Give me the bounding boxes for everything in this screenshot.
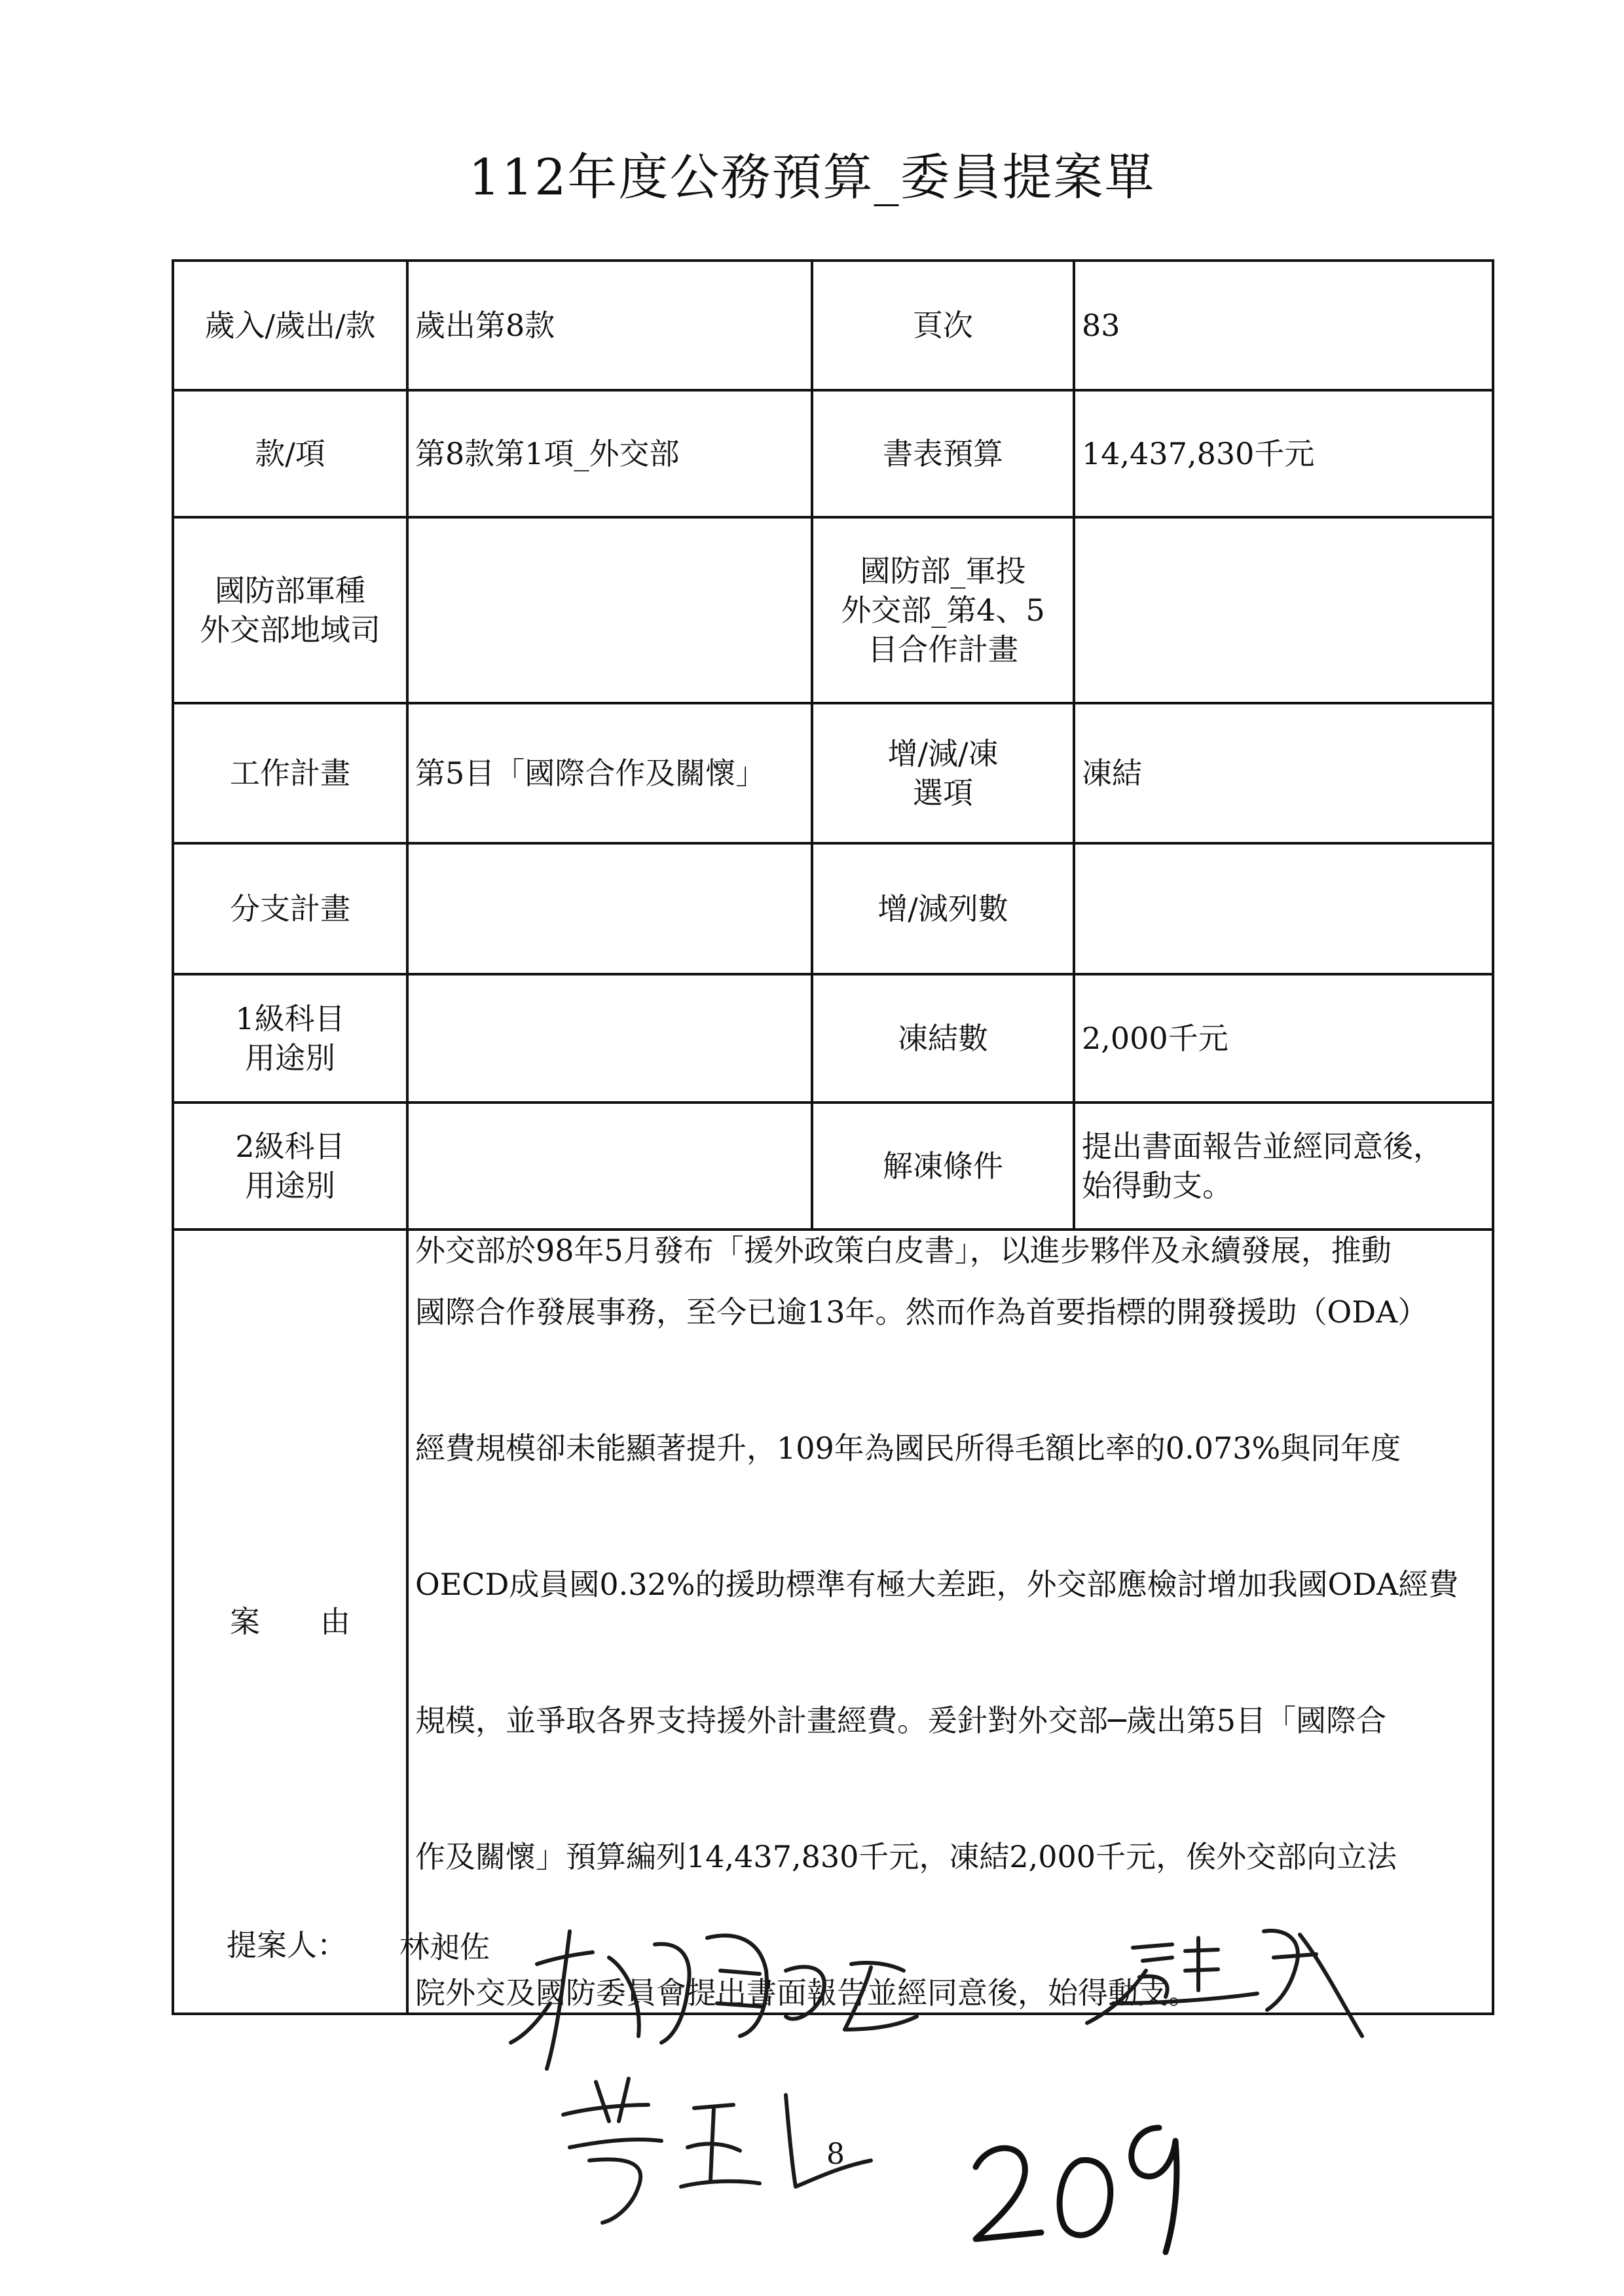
value-budget: 14,437,830千元: [1074, 390, 1493, 517]
handwritten-number-text: 209: [0, 0, 1, 1]
label-freeze-amount: 凍結數: [812, 974, 1074, 1102]
label-unfreeze-condition: 解凍條件: [812, 1102, 1074, 1230]
reason-line: OECD成員國0.32%的援助標準有極大差距，外交部應檢討增加我國ODA經費: [415, 1567, 1459, 1602]
label-cooperation-line: 國防部_軍投: [860, 553, 1026, 589]
label-unit-line: 國防部軍種: [215, 573, 365, 608]
signature-2: [1087, 1931, 1362, 2036]
reason-line: 外交部於98年5月發布「援外政策白皮書」，以進步夥伴及永續發展，推動: [415, 1233, 1392, 1268]
value-item: 第8款第1項_外交部: [407, 390, 812, 517]
reason-line: 國際合作發展事務，至今已逾13年。然而作為首要指標的開發援助（ODA）: [415, 1294, 1428, 1330]
label-level1-line: 用途別: [245, 1040, 335, 1076]
label-adjust-amount: 增/減列數: [812, 843, 1074, 974]
value-work-plan: 第5目「國際合作及關懷」: [407, 703, 812, 843]
label-work-plan: 工作計畫: [173, 703, 407, 843]
page-number: 8: [826, 2138, 845, 2171]
label-option-line: 選項: [913, 775, 973, 811]
proposer-label: 提案人：: [227, 1927, 347, 1963]
label-level2-line: 2級科目: [235, 1129, 345, 1164]
label-level1-line: 1級科目: [235, 1001, 345, 1036]
label-item: 款/項: [173, 390, 407, 517]
reason-line: 經費規模卻未能顯著提升，109年為國民所得毛額比率的0.073%與同年度: [415, 1430, 1401, 1466]
label-reason: 案 由: [173, 1230, 407, 2014]
label-cooperation-line: 外交部_第4、5: [841, 592, 1045, 628]
reason-line: 作及關懷」預算編列14,437,830千元，凍結2,000千元，俟外交部向立法: [415, 1839, 1397, 1874]
reason-line: 院外交及國防委員會提出書面報告並經同意後，始得動支。: [415, 1975, 1198, 2011]
signature-1: [511, 1931, 917, 2069]
label-page: 頁次: [812, 261, 1074, 390]
label-category: 歲入/歲出/款: [173, 261, 407, 390]
form-title: 112年度公務預算_委員提案單: [468, 148, 1156, 206]
label-branch-plan: 分支計畫: [173, 843, 407, 974]
signature-3: [563, 2079, 871, 2223]
label-cooperation-line: 目合作計畫: [868, 632, 1018, 667]
value-option: 凍結: [1074, 703, 1493, 843]
value-category: 歲出第8款: [407, 261, 812, 390]
value-page: 83: [1074, 261, 1493, 390]
label-budget: 書表預算: [812, 390, 1074, 517]
reason-line: 規模，並爭取各界支持援外計畫經費。爰針對外交部─歲出第5目「國際合: [415, 1703, 1386, 1738]
unfreeze-line: 始得動支。: [1082, 1168, 1232, 1203]
label-unit-line: 外交部地域司: [200, 612, 380, 647]
proposer-name: 林昶佐: [399, 1929, 490, 1965]
value-freeze-amount: 2,000千元: [1074, 974, 1493, 1102]
label-option-line: 增/減/凍: [887, 736, 999, 771]
label-level2-line: 用途別: [245, 1168, 335, 1203]
unfreeze-line: 提出書面報告並經同意後，: [1082, 1129, 1443, 1164]
